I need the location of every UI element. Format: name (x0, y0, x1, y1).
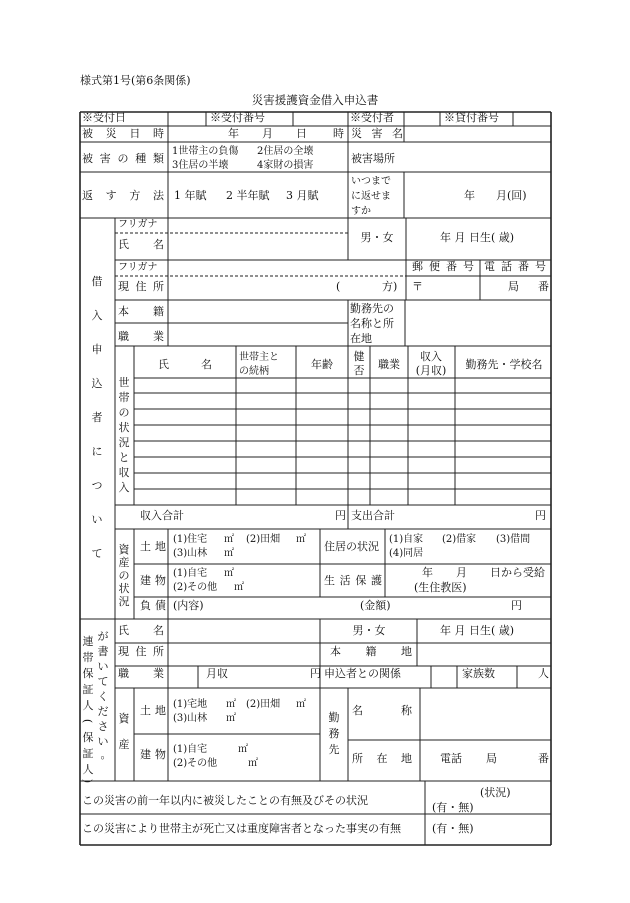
col-age: 年齢 (311, 358, 333, 371)
guarantor-address-label: 現住所 (118, 645, 164, 658)
guarantor-assets-label-2: 産 (118, 738, 130, 751)
guarantor-label-a-9: 人 (82, 763, 94, 776)
expense-total-label: 支出合計 (351, 509, 395, 522)
guarantor-family-label: 家族数 (462, 667, 495, 680)
col-relation-1: 世帯主と (239, 352, 279, 363)
guarantor-label-a-2: 帯 (82, 651, 94, 664)
welfare-month: 月 (456, 566, 467, 579)
form-number: 様式第1号(第6条関係) (80, 74, 191, 87)
expense-total-yen: 円 (535, 509, 546, 522)
household-label-8: 入 (118, 481, 130, 494)
welfare-paren: (生住教医) (414, 581, 467, 594)
applicant-domicile-label: 本籍 (118, 305, 164, 318)
disaster-date-label: 被災日時 (82, 127, 164, 140)
housing-item-2: (2)借家 (442, 534, 477, 545)
housing-item-3: (3)借間 (496, 534, 531, 545)
guarantor-assets-label-1: 資 (118, 712, 130, 725)
applicant-gender: 男・女 (360, 231, 394, 244)
housing-item-1: (1)自家 (389, 534, 424, 545)
repay-method-label: 返す方法 (82, 189, 164, 202)
guarantor-label-b-3: い (97, 660, 109, 673)
guarantor-side-label-b (98, 630, 112, 761)
guarantor-label-a-6: ( (81, 718, 94, 724)
col-income-2: (月収) (415, 364, 447, 377)
land-label: 土地 (140, 540, 166, 553)
household-label-7: 収 (118, 466, 130, 479)
phone-label: 電話番号 (484, 260, 546, 273)
phone-number: 番 (538, 280, 549, 293)
household-label-3: の (118, 406, 130, 419)
debt-content: (内容) (173, 599, 204, 612)
guarantor-label-a-5: 人 (82, 699, 94, 712)
guarantor-work-label-3: 先 (328, 743, 340, 756)
land-item-1: (1)住宅 (173, 534, 208, 545)
household-label-1: 世 (118, 376, 130, 389)
applicant-label-8: い (91, 513, 103, 526)
guarantor-label-a-1: 連 (82, 635, 94, 648)
workplace-label-2: 名称と所 (350, 317, 394, 330)
household-label-4: 状 (118, 421, 130, 434)
repay-option-2: 2 半年賦 (226, 189, 270, 202)
applicant-birth: 年 月 日生( 歳) (440, 231, 515, 244)
guarantor-domicile-label: 本籍地 (330, 645, 412, 658)
guarantor-gender: 男・女 (352, 624, 386, 637)
reception-person: ※受付者 (350, 111, 394, 124)
applicant-label-4: 込 (91, 377, 103, 390)
applicant-label-6: に (91, 445, 103, 458)
guarantor-monthly-yen: 円 (310, 667, 321, 680)
applicant-label-3: 申 (91, 343, 103, 356)
col-work: 勤務先・学校名 (465, 358, 543, 371)
guarantor-label-a-4: 証 (82, 683, 94, 696)
guarantor-label-b-7: さ (97, 720, 109, 733)
form-title: 災害援護資金借入申込書 (251, 93, 379, 107)
building-sqm-2: ㎡ (234, 582, 244, 593)
welfare-from: 日から受給 (490, 566, 545, 579)
guarantor-work-phone-number: 番 (538, 752, 549, 765)
postal-mark: 〒 (412, 280, 423, 293)
guarantor-label-a-8: 証 (82, 747, 94, 760)
housing-label: 住居の状況 (324, 540, 379, 553)
applicant-occupation-label: 職業 (118, 330, 164, 343)
guarantor-occupation-label: 職業 (118, 667, 164, 680)
applicant-label-2: 入 (91, 309, 103, 322)
damage-type-label: 被害の種類 (82, 152, 164, 165)
building-item-1: (1)自宅 (173, 568, 208, 579)
applicant-name-label: 氏名 (118, 238, 164, 251)
assets-label-5: 況 (118, 595, 130, 608)
guarantor-label-b-1: が (97, 630, 109, 643)
guarantor-land-sqm-2: ㎡ (296, 699, 306, 710)
guarantor-work-location-label: 所在地 (352, 752, 412, 765)
guarantor-label-b-5: く (97, 690, 109, 703)
repay-until-month: 月(回) (496, 189, 527, 202)
repay-until-line-2: に返せま (351, 191, 391, 202)
col-health-1: 健 (353, 350, 365, 363)
guarantor-work-name-label: 名称 (352, 704, 412, 717)
welfare-year: 年 (422, 566, 433, 579)
guarantor-label-a-7: 保 (82, 731, 94, 744)
applicant-address-method: 方) (382, 280, 398, 293)
footer-question-2: この災害により世帯主が死亡又は重度障害者となった事実の有無 (82, 822, 401, 835)
guarantor-work-phone-station: 局 (486, 752, 497, 765)
repay-until-line-3: すか (351, 206, 371, 217)
damage-type-3: 3住居の半壊 (172, 160, 229, 171)
household-label-2: 帯 (118, 391, 130, 404)
land-item-3: (3)山林 (173, 548, 208, 559)
footer-q1-status: (状況) (480, 786, 511, 799)
col-health-2: 否 (353, 364, 365, 377)
guarantor-label-b-2: 書 (97, 645, 109, 658)
household-label-5: 況 (118, 436, 130, 449)
guarantor-work-phone-label: 電話 (440, 752, 462, 765)
applicant-furigana-2: フリガナ (118, 262, 158, 273)
housing-item-4: (4)同居 (389, 548, 424, 559)
household-label-6: と (118, 451, 130, 464)
damage-place-label: 被害場所 (351, 152, 395, 165)
repay-until-year: 年 (464, 189, 475, 202)
income-total-yen: 円 (335, 509, 346, 522)
guarantor-building-item-2: (2)その他 (173, 758, 218, 769)
land-sqm-3: ㎡ (224, 548, 234, 559)
guarantor-land-item-3: (3)山林 (173, 713, 208, 724)
assets-label-3: の (118, 569, 130, 582)
applicant-label-7: つ (91, 479, 103, 492)
disaster-name-label: 災害名 (351, 127, 403, 140)
guarantor-building-label: 建物 (140, 748, 166, 761)
col-job: 職業 (378, 358, 400, 371)
guarantor-building-item-1: (1)自宅 (173, 744, 208, 755)
guarantor-birth: 年 月 日生( 歳) (440, 624, 515, 637)
footer-q2-answer: (有・無) (432, 822, 474, 835)
building-sqm-1: ㎡ (224, 568, 234, 579)
debt-yen: 円 (511, 599, 522, 612)
guarantor-monthly-label: 月収 (206, 667, 228, 680)
col-name: 氏名 (158, 358, 212, 371)
guarantor-land-label: 土地 (140, 704, 166, 717)
applicant-label-1: 借 (91, 275, 103, 288)
guarantor-label-b-4: て (97, 675, 109, 688)
phone-station: 局 (508, 280, 519, 293)
disaster-date-month: 月 (262, 127, 273, 140)
applicant-label-5: 者 (91, 411, 103, 424)
building-label: 建物 (140, 574, 166, 587)
footer-question-1: この災害の前一年以内に被災したことの有無及びその状況 (82, 794, 368, 807)
guarantor-land-item-1: (1)宅地 (173, 699, 208, 710)
guarantor-relation-label: 申込者との関係 (324, 667, 401, 680)
guarantor-work-label-2: 務 (328, 727, 340, 740)
building-item-2: (2)その他 (173, 582, 218, 593)
assets-label-2: 産 (118, 556, 130, 569)
damage-type-2: 2住居の全壊 (257, 146, 314, 157)
reception-number: ※受付番号 (210, 111, 265, 124)
guarantor-family-unit: 人 (538, 667, 549, 680)
reception-loan-number: ※貸付番号 (444, 111, 499, 124)
land-sqm-2: ㎡ (296, 534, 306, 545)
guarantor-building-sqm-1: ㎡ (238, 744, 248, 755)
debt-label: 負債 (140, 599, 166, 612)
repay-option-1: 1 年賦 (174, 189, 207, 202)
col-income-1: 収入 (420, 350, 442, 363)
income-total-label: 収入合計 (140, 509, 184, 522)
col-relation-2: の続柄 (239, 366, 269, 377)
damage-type-1: 1世帯主の負傷 (172, 146, 239, 157)
disaster-date-hour: 時 (333, 127, 344, 140)
guarantor-label-a-10: ) (81, 778, 94, 784)
guarantor-label-a-3: 保 (82, 667, 94, 680)
disaster-date-year: 年 (228, 127, 239, 140)
assets-label-4: 状 (118, 582, 130, 595)
repay-option-3: 3 月賦 (286, 189, 319, 202)
applicant-furigana: フリガナ (118, 219, 158, 230)
guarantor-land-item-2: (2)田畑 (246, 699, 281, 710)
disaster-date-day: 日 (296, 127, 307, 140)
guarantor-label-b-9: 。 (100, 748, 112, 761)
guarantor-label-b-8: い (97, 735, 109, 748)
repay-until-line-1: いつまで (351, 176, 391, 187)
workplace-label-1: 勤務先の (350, 302, 394, 315)
applicant-address-label: 現住所 (118, 280, 164, 293)
postal-label: 郵便番号 (412, 260, 474, 273)
reception-date: ※受付日 (82, 111, 126, 124)
land-sqm-1: ㎡ (224, 534, 234, 545)
footer-q1-answer: (有・無) (432, 801, 474, 814)
welfare-label: 生活保護 (324, 574, 382, 587)
guarantor-name-label: 氏名 (118, 624, 164, 637)
damage-type-4: 4家財の損害 (257, 160, 314, 171)
guarantor-side-label-a (81, 634, 94, 783)
guarantor-building-sqm-2: ㎡ (248, 758, 258, 769)
workplace-label-3: 在地 (350, 332, 372, 345)
guarantor-label-b-6: だ (97, 705, 109, 718)
guarantor-work-label-1: 勤 (328, 711, 340, 724)
assets-label-1: 資 (118, 543, 130, 556)
applicant-label-9: て (91, 547, 103, 560)
guarantor-land-sqm-3: ㎡ (226, 713, 236, 724)
land-item-2: (2)田畑 (246, 534, 281, 545)
applicant-address-paren: ( (336, 280, 341, 293)
guarantor-land-sqm-1: ㎡ (226, 699, 236, 710)
debt-amount: (金額) (360, 599, 391, 612)
